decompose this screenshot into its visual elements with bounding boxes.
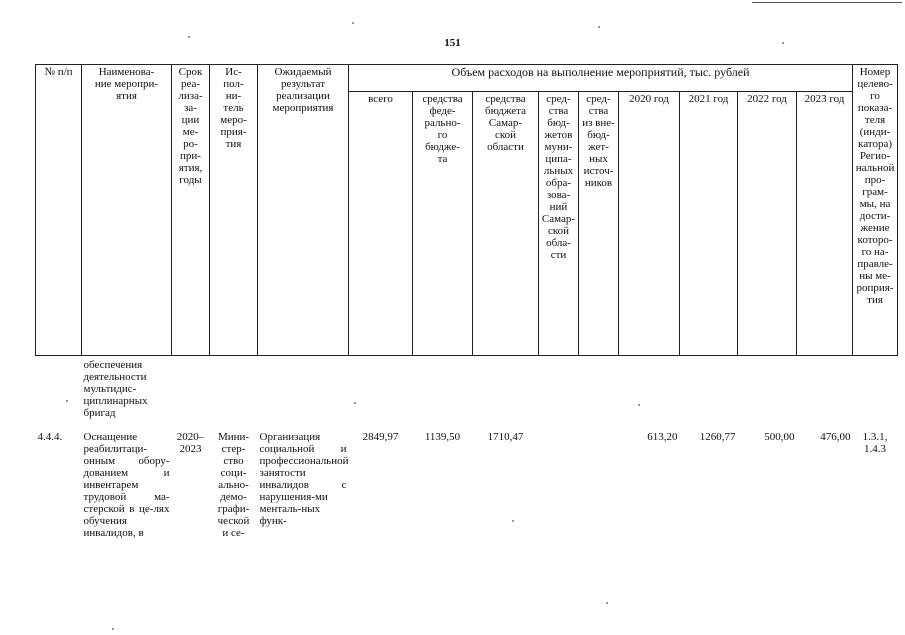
header-federal: средства феде- рально- го бюдже- та (413, 92, 473, 356)
scan-speck (188, 36, 190, 38)
scan-speck (512, 520, 514, 522)
scan-speck (66, 400, 68, 402)
scan-speck (638, 404, 640, 406)
table-row (36, 430, 898, 540)
header-extra: сред- ства из вне- бюд- жет- ных источ- ников (579, 92, 619, 356)
row-2023: 476,00 (820, 431, 851, 443)
header-executor: Ис- пол- ни- тель меро- прия- тия (210, 65, 258, 356)
header-2022: 2022 год (738, 92, 797, 356)
row-total: 2849,97 (362, 431, 399, 443)
header-2020: 2020 год (619, 92, 680, 356)
header-regional: средства бюджета Самар- ской области (473, 92, 539, 356)
header-indicator: Номер целево- го показа- теля (инди- катора) Регио- нальной про- грам- мы, на дости- жение которо- го на- правле- ны ме- роприя- тия (853, 65, 898, 356)
row-num: 4.4.4. (37, 431, 63, 443)
header-municipal: сред- ства бюд- жетов муни- ципа- льных обра- зова- ний Самар- ской обла- сти (539, 92, 579, 356)
header-name: Наименова- ние меропри- ятия (82, 65, 172, 356)
row-2020: 613,20 (647, 431, 678, 443)
row-2022: 500,00 (764, 431, 795, 443)
page-number: 151 (444, 37, 461, 49)
scan-speck (352, 22, 354, 24)
header-2023: 2023 год (797, 92, 853, 356)
scan-speck (354, 402, 356, 404)
row-federal: 1139,50 (424, 431, 461, 443)
header-num: № п/п (36, 65, 82, 356)
top-edge-line (752, 2, 902, 3)
header-expenses: Объем расходов на выполнение мероприятий, тыс. рублей (349, 65, 853, 92)
row-municipal (539, 430, 579, 540)
row-regional: 1710,47 (487, 431, 524, 443)
row-2021: 1260,77 (699, 431, 736, 443)
row-term: 2020– 2023 (176, 431, 205, 455)
continuation-row (36, 356, 898, 431)
row-name: Оснащение реабилитаци-онным обору-дованием и инвентарем трудовой ма-стерской в це-лях обучения инвалидов, в (83, 431, 170, 539)
row-extra (579, 430, 619, 540)
row-executor: Мини- стер- ство соци- ально- демо- графи- ческой и се- (217, 431, 250, 539)
scan-speck (112, 628, 114, 630)
document-table (35, 64, 897, 540)
row-indicator: 1.3.1, 1.4.3 (862, 431, 888, 455)
scan-speck (606, 602, 608, 604)
row-result: Организация социальной и профессиональной занятости инвалидов с нарушения-ми менталь-ных функ- (259, 431, 349, 527)
continuation-text: обеспечения деятельности мультидис- циплинарных бригад (83, 359, 148, 419)
scan-speck (782, 42, 784, 44)
header-total: всего (349, 92, 413, 356)
header-term: Срок реа- лиза- за- ции ме- ро- при- ятия, годы (172, 65, 210, 356)
header-2021: 2021 год (680, 92, 738, 356)
scan-speck (598, 26, 600, 28)
header-result: Ожидаемый результат реализации мероприятия (258, 65, 349, 356)
